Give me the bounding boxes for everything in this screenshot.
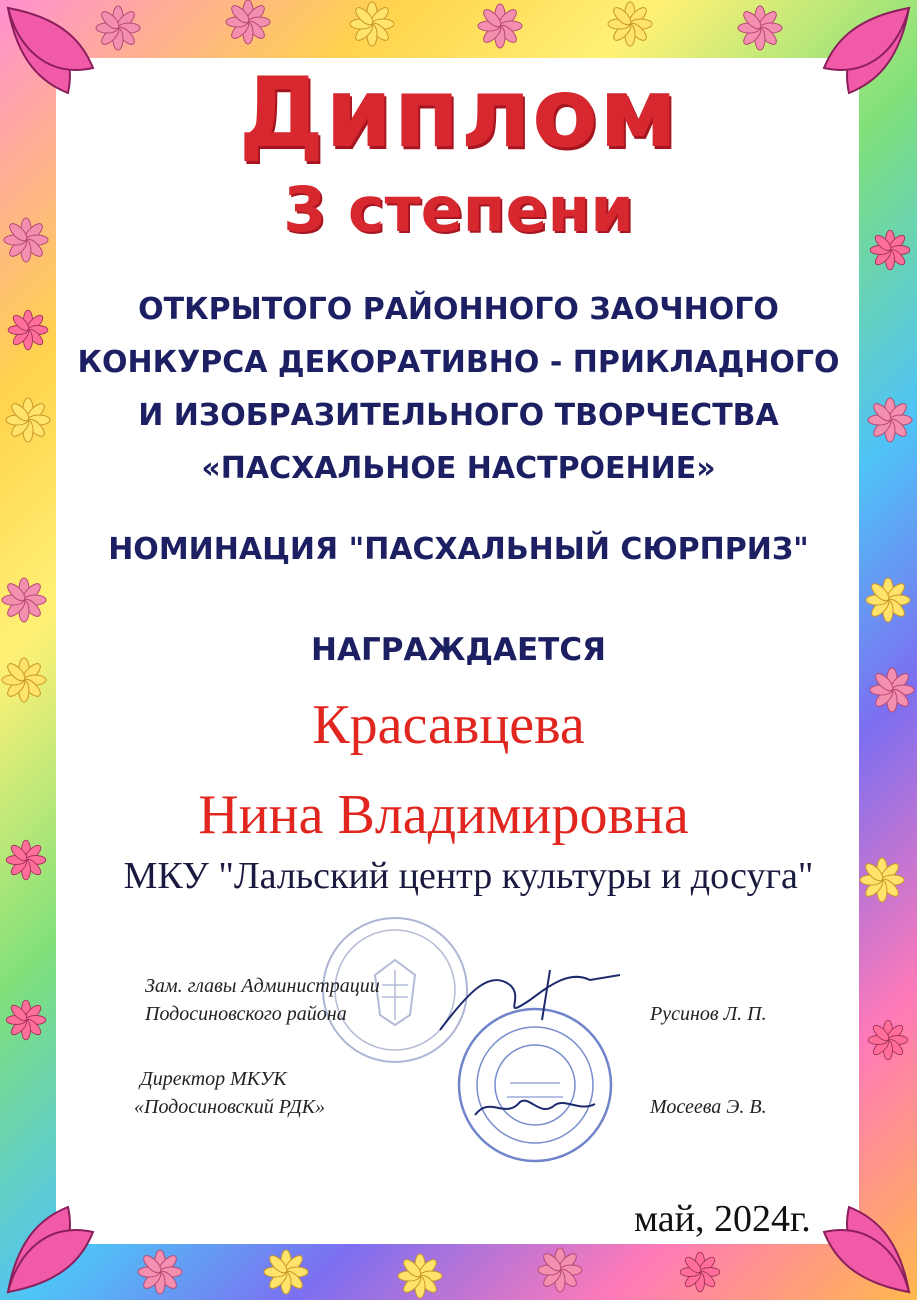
position-line: Зам. главы Администрации [145, 975, 380, 997]
signatory-position [134, 1065, 325, 1121]
diploma-title: Диплом [238, 57, 679, 169]
signatory-name: Русинов Л. П. [650, 1003, 767, 1025]
recipient-organization: МКУ "Лальский центр культуры и досуга" [123, 855, 814, 897]
contest-line: И ИЗОБРАЗИТЕЛЬНОГО ТВОРЧЕСТВА [138, 398, 779, 433]
nomination: НОМИНАЦИЯ "ПАСХАЛЬНЫЙ СЮРПРИЗ" [108, 532, 809, 567]
awarded-label: НАГРАЖДАЕТСЯ [311, 632, 606, 668]
recipient-name: Нина Владимировна [198, 784, 689, 846]
diploma-degree: 3 степени [283, 173, 634, 246]
contest-line: ОТКРЫТОГО РАЙОННОГО ЗАОЧНОГО [138, 292, 779, 327]
signatory-name: Мосеева Э. В. [650, 1096, 767, 1118]
recipient-surname: Красавцева [312, 694, 585, 756]
position-line: «Подосиновский РДК» [134, 1096, 325, 1118]
signatory-position [145, 972, 380, 1028]
position-line: Подосиновского района [145, 1003, 347, 1025]
issue-date: май, 2024г. [634, 1198, 811, 1240]
position-line: Директор МКУК [140, 1068, 287, 1090]
contest-line: «ПАСХАЛЬНОЕ НАСТРОЕНИЕ» [201, 451, 716, 486]
contest-description [40, 283, 877, 495]
signature-mark [430, 960, 630, 1040]
contest-line: КОНКУРСА ДЕКОРАТИВНО - ПРИКЛАДНОГО [77, 345, 840, 380]
signature-mark [470, 1090, 600, 1130]
